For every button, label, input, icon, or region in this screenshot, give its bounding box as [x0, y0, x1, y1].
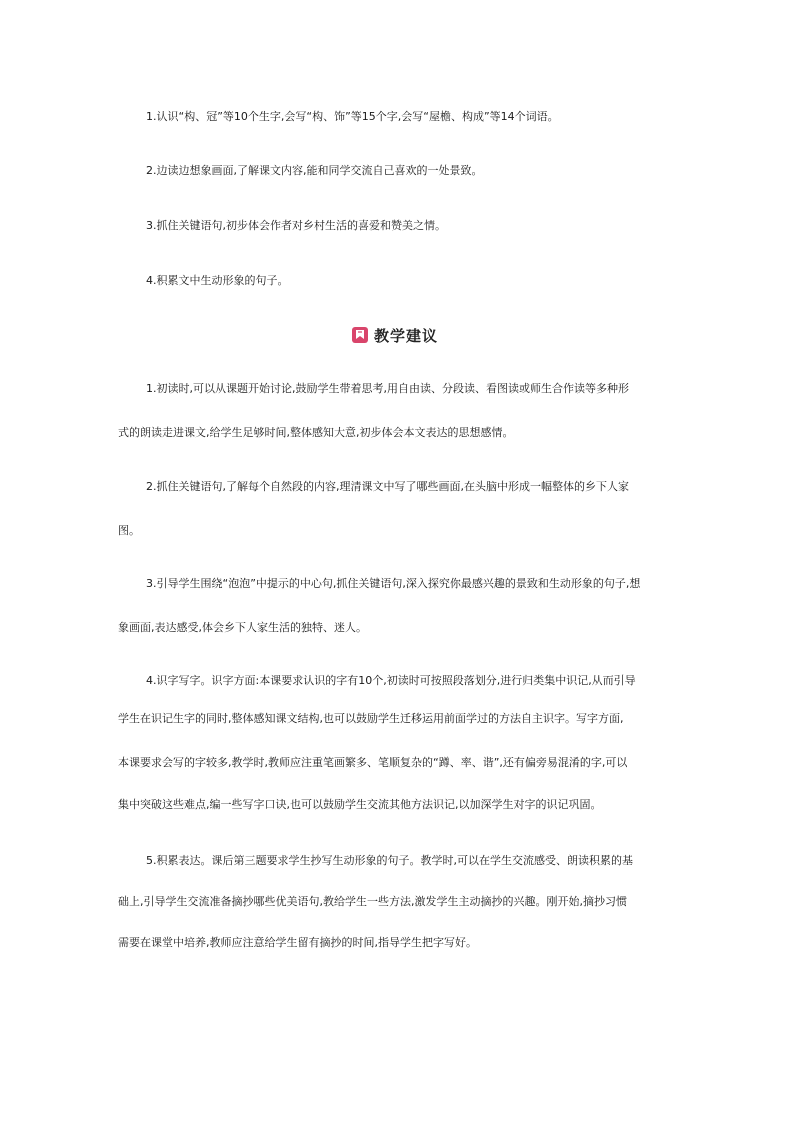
suggestion-4-line-3: 本课要求会写的字较多,教学时,教师应注重笔画繁多、笔顺复杂的“蹲、率、谐”,还有偏旁易混淆的字,可以: [118, 756, 628, 769]
suggestion-1-line-1: 1.初读时,可以从课题开始讨论,鼓励学生带着思考,用自由读、分段读、看图读或师生合作读等多种形: [146, 382, 629, 395]
section-heading: [351, 324, 438, 346]
suggestion-3-line-2: 象画面,表达感受,体会乡下人家生活的独特、迷人。: [118, 621, 367, 634]
suggestion-3-line-1: 3.引导学生围绕“泡泡”中提示的中心句,抓住关键语句,深入探究你最感兴趣的景致和生动形象的句子,想: [146, 577, 641, 590]
suggestion-4-line-1: 4.识字写字。识字方面:本课要求认识的字有10个,初读时可按照段落划分,进行归类集中识记,从而引导: [146, 674, 636, 687]
suggestion-5-line-1: 5.积累表达。课后第三题要求学生抄写生动形象的句子。教学时,可以在学生交流感受、朗读积累的基: [146, 854, 633, 867]
suggestion-2-line-1: 2.抓住关键语句,了解每个自然段的内容,理清课文中写了哪些画面,在头脑中形成一幅整体的乡下人家: [146, 480, 629, 493]
suggestion-5-line-3: 需要在课堂中培养,教师应注意给学生留有摘抄的时间,指导学生把字写好。: [118, 936, 477, 949]
suggestion-1-line-2: 式的朗读走进课文,给学生足够时间,整体感知大意,初步体会本文表达的思想感情。: [118, 426, 514, 439]
suggestion-2-line-2: 图。: [118, 524, 140, 537]
section-title: 教学建议: [374, 326, 439, 345]
suggestion-4-line-4: 集中突破这些难点,编一些写字口诀,也可以鼓励学生交流其他方法识记,以加深学生对字的识记巩固。: [118, 798, 602, 811]
suggestion-4-line-2: 学生在识记生字的同时,整体感知课文结构,也可以鼓励学生迁移运用前面学过的方法自主识字。写字方面,: [118, 712, 624, 725]
objective-4: 4.积累文中生动形象的句子。: [146, 274, 289, 287]
bookmark-icon: [351, 326, 369, 344]
objective-2: 2.边读边想象画面,了解课文内容,能和同学交流自己喜欢的一处景致。: [146, 164, 483, 177]
objective-3: 3.抓住关键语句,初步体会作者对乡村生活的喜爱和赞美之情。: [146, 219, 446, 232]
objective-1: 1.认识“构、冠”等10个生字,会写“构、饰”等15个字,会写“屋檐、构成”等14个词语。: [146, 110, 559, 123]
suggestion-5-line-2: 础上,引导学生交流准备摘抄哪些优美语句,教给学生一些方法,激发学生主动摘抄的兴趣。刚开始,摘抄习惯: [118, 895, 627, 908]
